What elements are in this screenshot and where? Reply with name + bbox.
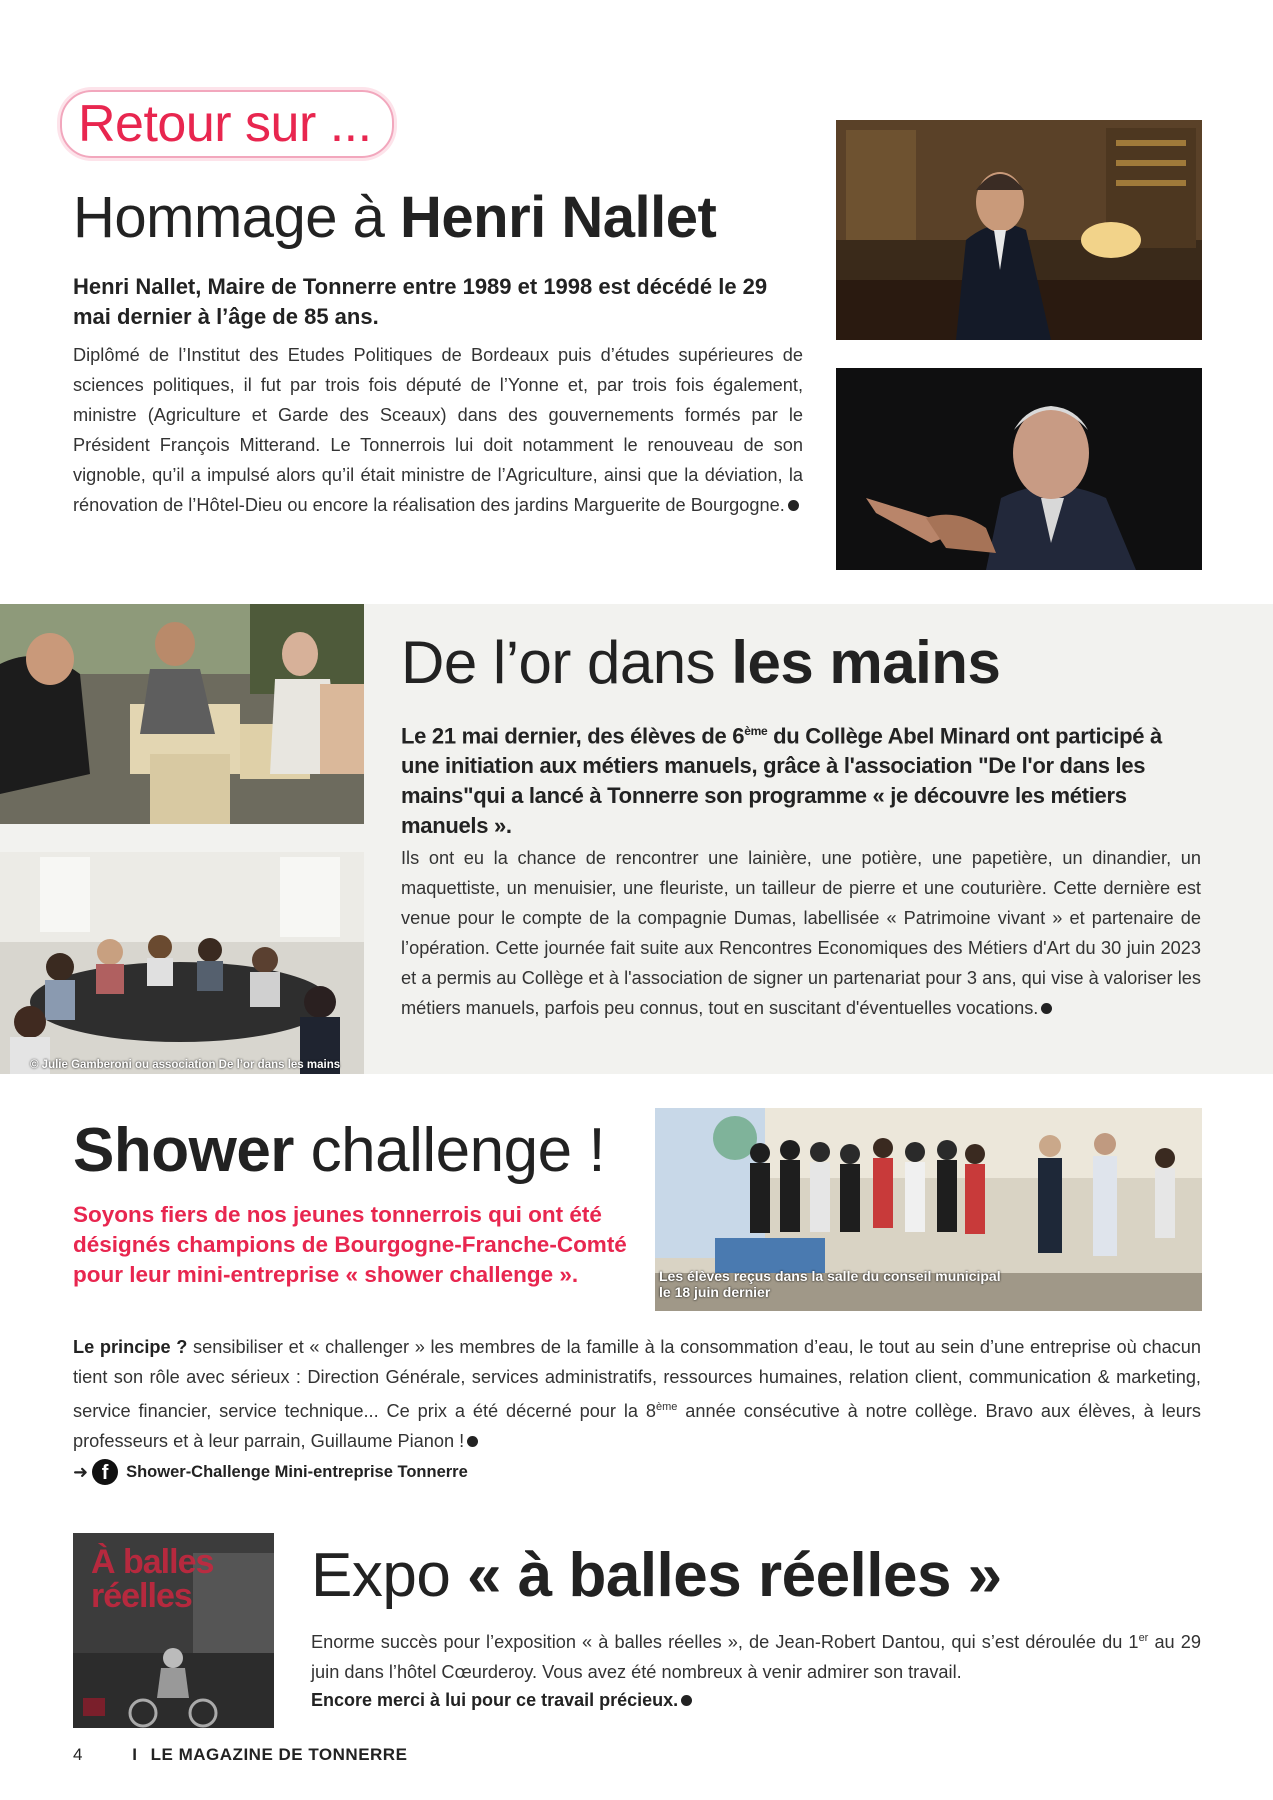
nallet-title	[73, 184, 716, 251]
page-number: 4	[73, 1745, 83, 1764]
or-title	[401, 628, 1000, 697]
or-lead-sup: ème	[744, 724, 768, 738]
end-mark-icon	[1041, 1003, 1052, 1014]
end-mark-icon	[681, 1695, 692, 1706]
shower-body	[73, 1332, 1201, 1456]
expo-poster-line1: À balles	[91, 1543, 214, 1581]
expo-title	[311, 1540, 1002, 1611]
expo-thanks-text: Encore merci à lui pour ce travail précieux.	[311, 1690, 679, 1710]
nallet-title-bold: Henri Nallet	[400, 185, 717, 250]
or-title-light: De l’or dans	[401, 629, 732, 696]
shower-body-sup: ème	[656, 1401, 678, 1413]
shower-photo-caption-line2: le 18 juin dernier	[659, 1284, 771, 1300]
nallet-photo-office	[836, 120, 1202, 340]
or-lead-part1: Le 21 mai dernier, des élèves de 6	[401, 723, 745, 749]
expo-title-bold: « à balles réelles »	[467, 1541, 1002, 1610]
shower-principe-label: Le principe ?	[73, 1337, 188, 1357]
shower-body-part2: année consécutive à notre collège. Bravo aux élèves, à leurs professeurs et à leur parrain, Guillaume Pianon !	[73, 1401, 1202, 1452]
expo-title-light: Expo	[311, 1541, 468, 1610]
nallet-body-text: Diplômé de l’Institut des Etudes Politiques de Bordeaux puis d’études supérieures de sciences politiques, il fut par trois fois député de l’Yonne et, par trois fois également, ministre (Agriculture et Garde des Sceaux) dans des gouvernements formés par le Président François Mitterand. Le Tonnerrois lui doit notamment le renouveau de son vignoble, qu’il a impulsé alors qu’il était ministre de l’Agriculture, ainsi que la déviation, la rénovation de l’Hôtel-Dieu ou encore la réalisation des jardins Marguerite de Bourgogne.	[73, 345, 803, 515]
or-lead	[401, 716, 1201, 841]
expo-body-sup: er	[1138, 1632, 1149, 1644]
nallet-body	[73, 340, 803, 520]
footer-separator: I	[132, 1745, 138, 1764]
facebook-link[interactable]	[73, 1458, 468, 1486]
shower-lead: Soyons fiers de nos jeunes tonnerrois qui ont été désignés champions de Bourgogne-Franche-Comté pour leur mini-entreprise « shower challenge ».	[73, 1202, 627, 1287]
or-title-bold: les mains	[731, 629, 1001, 696]
expo-thanks	[311, 1690, 692, 1711]
or-photo-classroom	[0, 852, 364, 1074]
expo-poster-title	[91, 1545, 213, 1613]
shower-title-light: challenge !	[293, 1116, 606, 1185]
arrow-right-icon: ➜	[73, 1461, 89, 1482]
expo-poster-line2: réelles	[91, 1577, 192, 1615]
or-body	[401, 843, 1201, 1023]
nallet-photo-portrait	[836, 368, 1202, 570]
magazine-name: LE MAGAZINE DE TONNERRE	[150, 1745, 408, 1764]
facebook-link-label: Shower-Challenge Mini-entreprise Tonnerre	[126, 1462, 468, 1481]
shower-title	[73, 1115, 605, 1186]
or-lead-part2: du Collège Abel Minard ont participé à une initiation aux métiers manuels, grâce à l'association "De l'or dans les mains"qui a lancé à Tonnerre son programme « je découvre les métiers manuels ».	[401, 723, 1162, 839]
shower-body-part1: sensibiliser et « challenger » les membres de la famille à la consommation d’eau, le tout au sein d’une entreprise où chacun tient son rôle avec sérieux : Direction Générale, services administratifs, ressources humaines, relation client, communication & marketing, service financier, service technique... Ce prix a été décerné pour la 8	[73, 1337, 1202, 1422]
end-mark-icon	[788, 500, 799, 511]
expo-body	[311, 1623, 1201, 1687]
shower-photo-caption-line1: Les élèves reçus dans la salle du conseil municipal	[659, 1268, 1001, 1284]
expo-body-part2: au 29 juin dans l’hôtel Cœurderoy. Vous avez été nombreux à venir admirer son travail.	[311, 1632, 1202, 1683]
nallet-title-light: Hommage à	[73, 185, 401, 250]
expo-body-part1: Enorme succès pour l’exposition « à balles réelles », de Jean-Robert Dantou, qui s’est déroulée du 1	[311, 1632, 1139, 1653]
section-badge	[60, 90, 394, 158]
section-badge-label: Retour sur ...	[78, 95, 372, 153]
shower-photo-caption	[659, 1268, 1001, 1300]
or-body-text: Ils ont eu la chance de rencontrer une lainière, une potière, une papetière, un dinandier, un maquettiste, un menuisier, une fleuriste, un tailleur de pierre et une couturière. Cette dernière est venue pour le compte de la compagnie Dumas, labellisée « Patrimoine vivant » et partenaire de l’opération. Cette journée fait suite aux Rencontres Economiques des Métiers d'Art du 30 juin 2023 et a permis au Collège et à l'association de signer un partenariat pour 3 ans, qui vise à valoriser les métiers manuels, parfois peu connus, tout en suscitant d'éventuelles vocations.	[401, 848, 1201, 1018]
facebook-icon: f	[92, 1459, 118, 1485]
expo-poster	[73, 1533, 274, 1728]
end-mark-icon	[467, 1436, 478, 1447]
page-footer	[73, 1745, 407, 1765]
or-photo-credit: © Julie Gamberoni ou association De l’or dans les mains	[30, 1059, 341, 1071]
shower-title-bold: Shower	[73, 1116, 294, 1185]
or-photo-stone-workshop	[0, 604, 364, 824]
nallet-lead: Henri Nallet, Maire de Tonnerre entre 1989 et 1998 est décédé le 29 mai dernier à l’âge de 85 ans.	[73, 274, 768, 329]
